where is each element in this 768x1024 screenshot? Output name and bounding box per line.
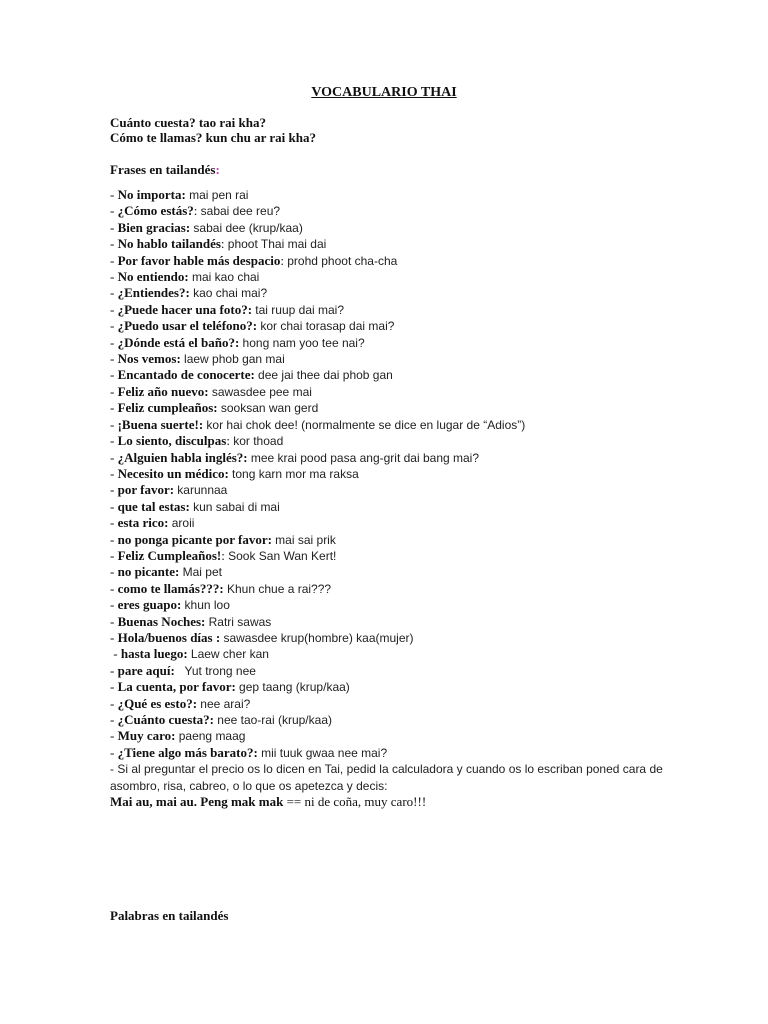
phrase-row xyxy=(110,220,670,236)
phrase-term: Encantado de conocerte: xyxy=(117,367,255,383)
phrase-row xyxy=(110,433,670,449)
phrase-term: Necesito un médico: xyxy=(117,465,229,481)
phrase-row xyxy=(110,564,670,580)
phrase-row xyxy=(110,597,670,613)
phrase-translation: Khun chue a rai??? xyxy=(226,581,332,596)
phrase-translation: Laew cher kan xyxy=(190,647,269,662)
phrase-term: ¿Puedo usar el teléfono?: xyxy=(117,318,258,334)
phrase-translation: sabai dee (krup/kaa) xyxy=(193,220,303,235)
phrase-row xyxy=(110,663,670,679)
phrase-bullet: - xyxy=(110,318,118,334)
phrase-row xyxy=(110,630,670,646)
phrase-term: Buenas Noches: xyxy=(117,613,206,629)
phrase-row xyxy=(110,236,670,252)
phrase-term: Feliz Cumpleaños! xyxy=(117,547,222,563)
phrase-term: que tal estas: xyxy=(117,498,190,514)
phrase-term: pare aquí: xyxy=(117,662,175,678)
phrase-bullet: - xyxy=(110,236,118,252)
phrase-bullet: - xyxy=(110,712,118,727)
phrase-row xyxy=(110,728,670,744)
phrase-translation: Sook San Wan Kert! xyxy=(228,548,337,563)
phrase-row xyxy=(110,696,670,712)
phrase-translation: mai sai prik xyxy=(275,532,336,547)
phrase-bullet: - xyxy=(110,629,118,645)
phrase-row xyxy=(110,203,670,219)
phrase-row xyxy=(110,367,670,383)
phrase-translation: sooksan wan gerd xyxy=(220,401,319,416)
phrase-bullet: - xyxy=(110,433,118,449)
phrase-bullet: - xyxy=(110,728,118,744)
phrase-translation: kun sabai di mai xyxy=(193,499,280,514)
intro-line: Cómo te llamas? kun chu ar rai kha? xyxy=(110,130,316,146)
intro-line: Cuánto cuesta? tao rai kha? xyxy=(110,115,267,130)
phrase-term: Hola/buenos días : xyxy=(117,629,221,645)
phrase-translation: mii tuuk gwaa nee mai? xyxy=(261,745,388,760)
phrase-term: como te llamás???: xyxy=(117,580,224,596)
phrase-translation: paeng maag xyxy=(178,729,246,744)
phrase-translation: karunnaa xyxy=(177,483,228,498)
phrase-term: Nos vemos: xyxy=(117,351,181,367)
phrase-row xyxy=(110,318,670,334)
phrase-term: ¿Tiene algo más barato?: xyxy=(117,744,258,760)
phrase-translation: tong karn mor ma raksa xyxy=(232,466,359,481)
phrase-separator: : xyxy=(226,433,234,449)
phrase-translation: tai ruup dai mai? xyxy=(255,302,345,317)
phrase-term: ¿Puede hacer una foto?: xyxy=(117,301,253,317)
phrase-row xyxy=(110,384,670,400)
phrase-translation: mee krai pood pasa ang-grit dai bang mai? xyxy=(250,450,480,465)
phrase-translation: aroii xyxy=(171,516,195,531)
phrase-bullet: - xyxy=(110,269,118,285)
phrase-translation: kao chai mai? xyxy=(193,286,268,301)
phrase-bullet: - xyxy=(110,547,118,563)
phrase-row xyxy=(110,482,670,498)
phrase-separator: : xyxy=(280,252,288,268)
phrase-bullet: - xyxy=(110,597,118,613)
phrase-row xyxy=(110,335,670,351)
phrase-row xyxy=(110,351,670,367)
phrase-term: Por favor hable más despacio xyxy=(117,252,281,268)
calculator-tip xyxy=(110,761,670,794)
phrase-term: ¿Alguien habla inglés?: xyxy=(117,449,248,465)
phrase-bullet: - xyxy=(110,416,118,432)
phrase-row xyxy=(110,253,670,269)
phrase-row xyxy=(110,466,670,482)
phrase-row xyxy=(110,646,670,662)
phrase-term: ¿Cuánto cuesta?: xyxy=(117,712,215,727)
phrase-bullet: - xyxy=(110,498,118,514)
palabras-heading: Palabras en tailandés xyxy=(110,908,229,923)
phrase-translation: prohd phoot cha-cha xyxy=(287,253,398,268)
phrase-translation: kor chai torasap dai mai? xyxy=(260,319,395,334)
phrase-term: No entiendo: xyxy=(117,269,189,285)
phrase-translation: sabai dee reu? xyxy=(200,204,281,219)
phrase-term: Feliz año nuevo: xyxy=(117,383,209,399)
phrase-row xyxy=(110,269,670,285)
phrase-translation: nee arai? xyxy=(200,696,251,711)
phrase-translation: mai pen rai xyxy=(189,188,249,202)
phrase-translation: mai kao chai xyxy=(191,270,260,285)
phrase-term: ¿Qué es esto?: xyxy=(117,695,198,711)
phrase-row xyxy=(110,417,670,433)
phrase-term: ¡Buena suerte!: xyxy=(117,416,204,432)
phrase-bullet: - xyxy=(110,383,118,399)
phrase-bullet: - xyxy=(110,564,118,580)
phrase-translation: Yut trong nee xyxy=(184,663,256,678)
phrase-bullet: - xyxy=(110,646,121,662)
phrase-row xyxy=(110,400,670,416)
phrase-translation: Ratri sawas xyxy=(208,614,272,629)
phrase-bullet: - xyxy=(110,285,118,301)
phrase-separator: : xyxy=(220,236,228,252)
phrase-row xyxy=(110,614,670,630)
phrase-bullet: - xyxy=(110,449,118,465)
phrase-separator xyxy=(175,663,185,678)
phrase-term: no ponga picante por favor: xyxy=(117,531,272,547)
phrase-bullet: - xyxy=(110,203,118,219)
phrase-bullet: - xyxy=(110,482,118,498)
phrase-term: ¿Cómo estás? xyxy=(117,203,194,219)
phrase-bullet: - xyxy=(110,400,118,416)
phrase-translation: gep taang (krup/kaa) xyxy=(239,680,350,695)
phrase-bullet: - xyxy=(110,252,118,268)
phrase-term: No hablo tailandés xyxy=(117,236,221,252)
phrase-bullet: - xyxy=(110,580,118,596)
phrase-term: por favor: xyxy=(117,482,175,498)
phrase-bullet: - xyxy=(110,613,118,629)
phrase-translation: kor hai chok dee! (normalmente se dice en lugar de “Adios”) xyxy=(206,417,526,432)
phrase-term: Bien gracias: xyxy=(117,219,191,235)
phrase-bullet: - xyxy=(110,744,118,760)
phrase-translation: hong nam yoo tee nai? xyxy=(242,335,365,350)
phrase-bullet: - xyxy=(110,515,118,531)
document-title: VOCABULARIO THAI xyxy=(311,85,457,100)
phrase-bullet: - xyxy=(110,301,118,317)
phrase-term: ¿Entiendes?: xyxy=(117,285,190,301)
phrase-separator: : xyxy=(193,203,201,219)
phrase-translation: sawasdee krup(hombre) kaa(mujer) xyxy=(223,630,414,645)
phrase-row xyxy=(110,302,670,318)
phrase-bullet: - xyxy=(110,187,118,202)
phrase-translation: khun loo xyxy=(184,598,230,613)
expensive-phrase-meaning: == ni de coña, muy caro!!! xyxy=(283,794,427,810)
calculator-tip-text: - Si al preguntar el precio os lo dicen en Tai, pedid la calculadora y cuando os lo escriban poned cara de asombro, risa, cabreo, o lo que os apetezca y decis: xyxy=(110,762,663,793)
phrase-term: Muy caro: xyxy=(117,728,176,744)
phrase-translation: nee tao-rai (krup/kaa) xyxy=(217,713,332,727)
phrase-row xyxy=(110,581,670,597)
phrase-term: ¿Dónde está el baño?: xyxy=(117,334,240,350)
phrase-row xyxy=(110,679,670,695)
phrase-row xyxy=(110,745,670,761)
phrase-translation: Mai pet xyxy=(182,565,222,580)
phrase-term: No importa: xyxy=(117,187,186,202)
frases-heading xyxy=(110,162,670,177)
phrase-term: hasta luego: xyxy=(120,646,188,662)
frases-heading-text: Frases en tailandés xyxy=(110,162,216,177)
phrase-term: esta rico: xyxy=(117,515,169,531)
phrase-bullet: - xyxy=(110,334,118,350)
phrase-bullet: - xyxy=(110,662,118,678)
phrase-term: no picante: xyxy=(117,564,180,580)
phrase-row xyxy=(110,515,670,531)
phrase-bullet: - xyxy=(110,679,118,695)
phrase-row xyxy=(110,499,670,515)
phrase-bullet: - xyxy=(110,351,118,367)
phrase-term: eres guapo: xyxy=(117,597,182,613)
phrase-row xyxy=(110,548,670,564)
phrase-row xyxy=(110,285,670,301)
phrase-row xyxy=(110,532,670,548)
phrase-list xyxy=(110,187,670,809)
phrase-translation: dee jai thee dai phob gan xyxy=(258,368,393,383)
phrase-separator: : xyxy=(221,547,229,563)
frases-heading-colon: : xyxy=(215,162,220,177)
phrase-translation: phoot Thai mai dai xyxy=(227,237,327,252)
expensive-phrase xyxy=(110,794,670,809)
phrase-bullet: - xyxy=(110,531,118,547)
phrase-bullet: - xyxy=(110,465,118,481)
phrase-row xyxy=(110,187,670,203)
expensive-phrase-thai: Mai au, mai au. Peng mak mak xyxy=(110,794,284,810)
phrase-translation: kor thoad xyxy=(233,434,284,449)
phrase-translation: laew phob gan mai xyxy=(184,352,285,367)
phrase-bullet: - xyxy=(110,219,118,235)
phrase-row xyxy=(110,712,670,728)
phrase-bullet: - xyxy=(110,367,118,383)
phrase-row xyxy=(110,450,670,466)
phrase-translation: sawasdee pee mai xyxy=(211,384,312,399)
phrase-term: Feliz cumpleaños: xyxy=(117,400,218,416)
phrase-term: La cuenta, por favor: xyxy=(117,679,236,695)
phrase-bullet: - xyxy=(110,695,118,711)
intro-block xyxy=(110,115,670,146)
phrase-term: Lo siento, disculpas xyxy=(117,433,227,449)
